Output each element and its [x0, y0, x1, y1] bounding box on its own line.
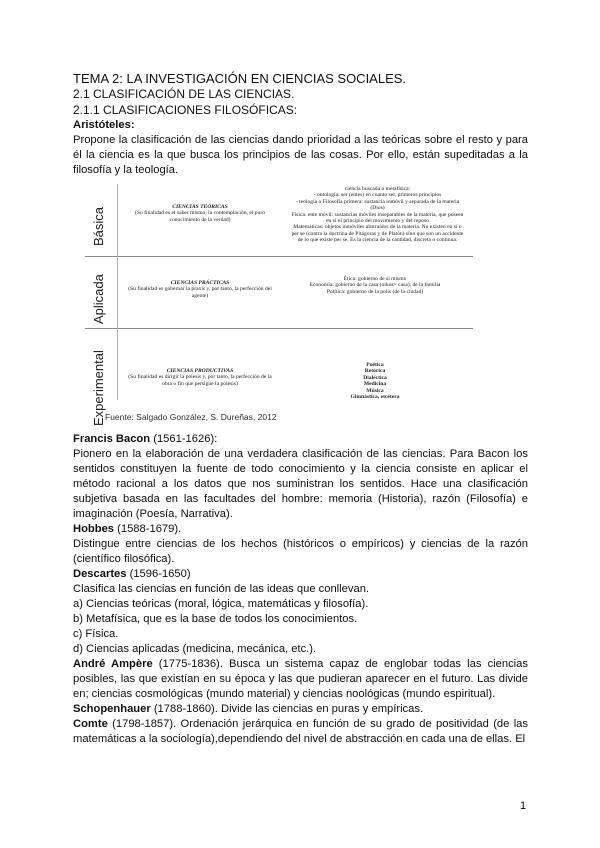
practicas-box [125, 280, 275, 299]
teoricas-title: CIENCIAS TEÓRICAS [172, 204, 228, 210]
schopenhauer-paragraph: Schopenhauer (1788-1860). Divide las ciencias en puras y empíricas. [73, 703, 424, 715]
detail-line: Política: gobierno de la polis (de la ciudad) [326, 288, 424, 295]
classification-figure [85, 184, 473, 430]
hobbes-text: Distingue entre ciencias de los hechos (históricos o empíricos) y ciencias de la razón (científico filosófica). [73, 538, 528, 565]
detail-line: - ontología: ser (entes) en cuanto ser, primeros principios [313, 192, 442, 199]
hobbes-heading: Hobbes (1588-1679). [73, 523, 182, 535]
productivas-detail [330, 362, 420, 400]
descartes-heading: Descartes (1596-1650) [73, 568, 191, 580]
aristoteles-heading: Aristóteles: [73, 119, 135, 131]
detail-line: ciencia buscada o metafísica: [344, 186, 411, 192]
detail-line: Medicina [363, 381, 387, 388]
subsection-title: 2.1.1 CLASIFICACIONES FILOSÓFICAS: [73, 102, 298, 117]
figure-source: Fuente: Salgado González, S. Dureñas, 2012 [105, 412, 277, 422]
practicas-text: (Su finalidad es gobernar la praxis y, por tanto, la perfección del agente) [128, 286, 272, 299]
page-content [73, 70, 528, 747]
productivas-text: (Su finalidad es dirigir la poiesis y, por tanto, la perfección de la obra o fin que persigue la poiesis) [128, 374, 272, 387]
bacon-heading: Francis Bacon (1561-1626): [73, 433, 218, 445]
aristoteles-text: Propone la clasificación de las ciencias dando prioridad a las teóricas sobre el resto y para él la ciencia es la que busca los principios de las cosas. Por ello, están supeditadas a la filosofía y la teología. [73, 134, 528, 176]
list-item: d) Ciencias aplicadas (medicina, mecánica, etc.). [73, 643, 317, 655]
teoricas-text: (Su finalidad es el saber mismo, la contemplación, el puro conocimiento de la verdad) [134, 210, 266, 223]
detail-line: Música [366, 387, 384, 394]
ampere-paragraph: André Ampère (1775-1836). Busca un sistema capaz de englobar todas las ciencias posibles, las que existían en su época y las que pudieran aparecer en el futuro. Las divide en; ciencias cosmológicas (mundo material) y ciencias noológicas (mundo espiritual). [73, 658, 528, 700]
detail-line: Gimnástica, etcétera [350, 394, 400, 401]
detail-line: Dialéctica [363, 374, 387, 381]
row-label-basica: Básica [91, 206, 106, 246]
productivas-title: CIENCIAS PRODUCTIVAS [166, 368, 234, 374]
section-title: 2.1 CLASIFICACIÓN DE LAS CIENCIAS. [73, 87, 295, 101]
row-label-experimental: Experimental [91, 350, 106, 426]
comte-paragraph: Comte (1798-1857). Ordenación jerárquica en función de su grado de positividad (de las matemáticas a la sociología),dependiendo del nivel de abstracción en cada una de ellas. El [73, 718, 528, 745]
practicas-detail [300, 276, 450, 295]
list-item: c) Física. [73, 628, 119, 640]
detail-line: Retórica [364, 368, 386, 375]
practicas-title: CIENCIAS PRÁCTICAS [170, 280, 230, 286]
detail-line: Poética [366, 362, 384, 368]
detail-line: Matemáticas: objetos inmóviles abstraídos de la materia. No existen en sí o per se (contra la doctrina de Pitágoras y de Platón) sino que son un accidente de lo que existe per se. Es la ciencia de la cantidad, discreta o continua. [291, 224, 464, 244]
figure-column-divider [117, 184, 118, 400]
detail-line: - teología o Filosofía primera: sustancia inmóvil y separada de la materia (Dios) [295, 198, 460, 212]
detail-line: Ética: gobierno de sí mismo [343, 276, 407, 282]
descartes-text: Clasifica las ciencias en función de las ideas que conllevan. [73, 583, 370, 595]
list-item: b) Metafísica, que es la base de todos los conocimientos. [73, 613, 358, 625]
detail-line: Física: ente móvil: sustancias móviles inseparables de la materia, que poseen en sí el principio del movimiento y del reposo [291, 211, 464, 225]
page-number: 1 [520, 800, 527, 812]
figure-row-divider [85, 328, 473, 329]
productivas-box [125, 368, 275, 387]
figure-row-divider [85, 256, 473, 257]
row-label-aplicada: Aplicada [91, 274, 106, 324]
list-item: a) Ciencias teóricas (moral, lógica, matemáticas y filosofía). [73, 598, 369, 610]
teoricas-detail [290, 186, 465, 244]
teoricas-box [125, 204, 275, 223]
chapter-title: TEMA 2: LA INVESTIGACIÓN EN CIENCIAS SOCIALES. [73, 71, 407, 86]
bacon-text: Pionero en la elaboración de una verdadera clasificación de las ciencias. Para Bacon los sentidos constituyen la fuente de todo conocimiento y la ciencia consiste en aplicar el método racional a los datos que nos suministran los sentidos. Hace una clasificación subjetiva basada en las facultades del hombre: memoria (Historia), razón (Filosofía) e imaginación (Poesía, Narrativa). [73, 448, 528, 520]
detail-line: Economía: gobierno de la casa (oikos= casa), de la familia [309, 282, 441, 289]
